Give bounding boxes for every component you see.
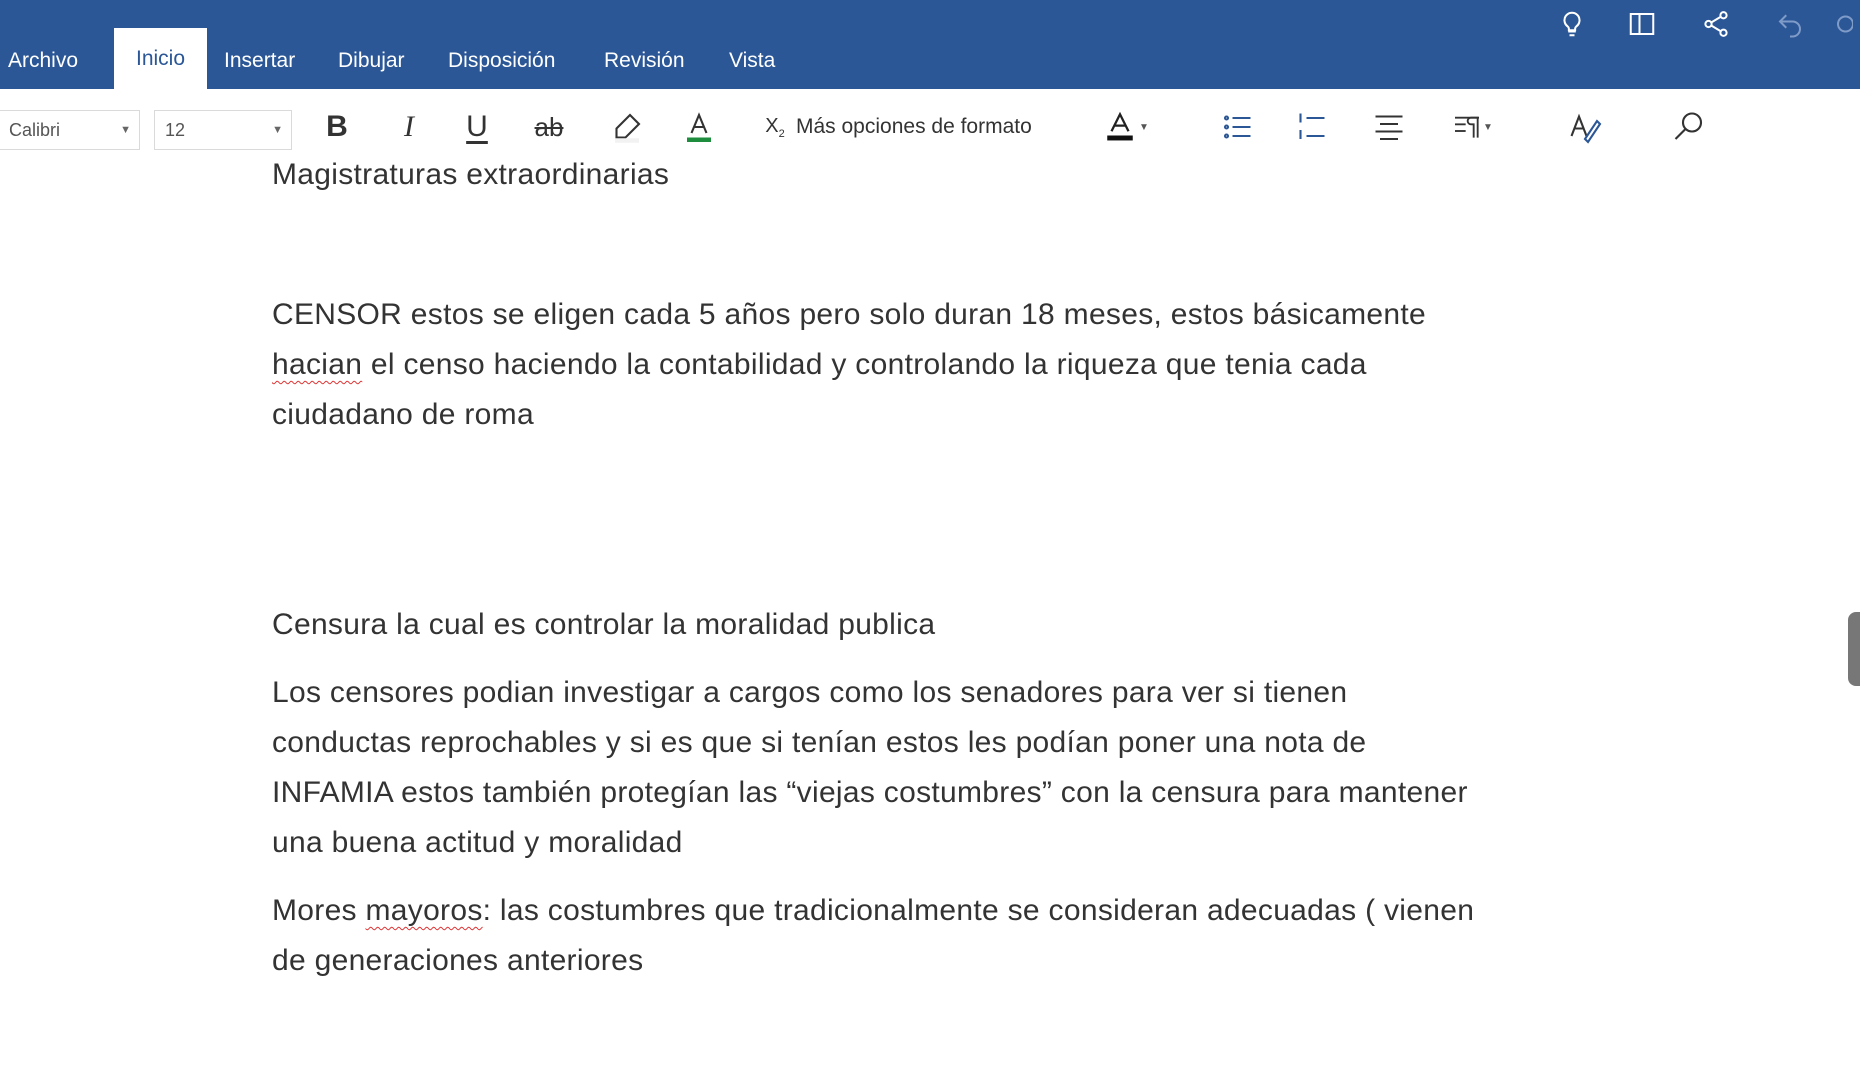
more-formatting-button[interactable]: Más opciones de formato [796,115,1032,138]
bullet-list-button[interactable] [1214,103,1260,151]
paragraph-line: conductas reprochables y si es que si tenían estos les podían poner una nota de [272,726,1367,759]
paragraph-line: ciudadano de roma [272,398,534,431]
subscript-icon: $X_2$ [765,114,785,140]
ribbon-tab-bar [0,0,1860,89]
highlight-button[interactable] [604,103,650,151]
font-color-icon [681,109,717,145]
ribbon-toolbar [0,89,1860,159]
paragraph-line: Los censores podian investigar a cargos como los senadores para ver si tienen [272,676,1348,709]
chevron-down-icon: ▼ [120,124,131,136]
paragraph-icon [1451,109,1483,145]
font-name-value: Calibri [9,120,61,140]
text-color-icon [1103,109,1137,145]
font-name-combo[interactable] [0,110,140,150]
numbered-list-button[interactable] [1288,103,1334,151]
tab-inicio[interactable]: Inicio [114,28,207,89]
undo-icon[interactable] [1768,4,1812,44]
font-color-button[interactable] [676,103,722,151]
tab-insertar[interactable]: Insertar [224,49,296,72]
styles-button[interactable] [1560,103,1610,151]
bullet-list-icon [1219,109,1255,145]
chevron-down-icon: ▼ [1139,121,1149,133]
tab-disposicion[interactable]: Disposición [448,49,556,72]
more-icon[interactable] [1816,4,1860,44]
bold-button[interactable] [314,103,360,151]
numbered-list-icon [1293,109,1329,145]
paragraph-line: Mores mayoros: las costumbres que tradicionalmente se consideran adecuadas ( vienen [272,894,1475,927]
chevron-down-icon: ▼ [272,124,283,136]
paragraph-line: hacian el censo haciendo la contabilidad y controlando la riqueza que tenia cada [272,348,1367,381]
share-icon[interactable] [1694,4,1738,44]
styles-icon [1567,109,1603,145]
paragraph-line: una buena actitud y moralidad [272,826,683,859]
text-color-button[interactable] [1096,103,1156,151]
paragraph-line: INFAMIA estos también protegían las “viejas costumbres” con la censura para mantener [272,776,1468,809]
chevron-down-icon: ▼ [1483,121,1493,133]
italic-button[interactable] [386,103,432,151]
subscript-button[interactable] [760,103,790,151]
scroll-handle[interactable] [1848,612,1860,686]
paragraph-line: Censura la cual es controlar la moralidad publica [272,608,936,641]
search-icon [1671,109,1707,145]
tab-dibujar[interactable]: Dibujar [338,49,405,72]
strikethrough-icon: ab [534,112,564,142]
highlighter-icon [609,109,645,145]
tab-archivo[interactable]: Archivo [8,49,79,72]
font-size-combo[interactable] [154,110,292,150]
reading-view-icon[interactable] [1620,4,1664,44]
strikethrough-button[interactable] [526,103,572,151]
document-heading: Magistraturas extraordinarias [272,158,670,191]
font-size-value: 12 [165,120,186,140]
underline-icon: U [466,110,488,143]
bold-icon: B [326,110,348,143]
paragraph-button[interactable] [1440,103,1504,151]
italic-icon: I [404,110,414,143]
tab-vista[interactable]: Vista [729,49,776,72]
lightbulb-icon[interactable] [1550,4,1594,44]
paragraph-line: de generaciones anteriores [272,944,644,977]
align-button[interactable] [1366,103,1412,151]
misspelled-word[interactable]: hacian [272,348,363,381]
paragraph-line: CENSOR estos se eligen cada 5 años pero solo duran 18 meses, estos básicamente [272,298,1427,331]
underline-button[interactable] [454,103,500,151]
search-button[interactable] [1664,103,1714,151]
align-icon [1371,109,1407,145]
tab-revision[interactable]: Revisión [604,49,685,72]
misspelled-word[interactable]: mayoros [365,894,483,927]
